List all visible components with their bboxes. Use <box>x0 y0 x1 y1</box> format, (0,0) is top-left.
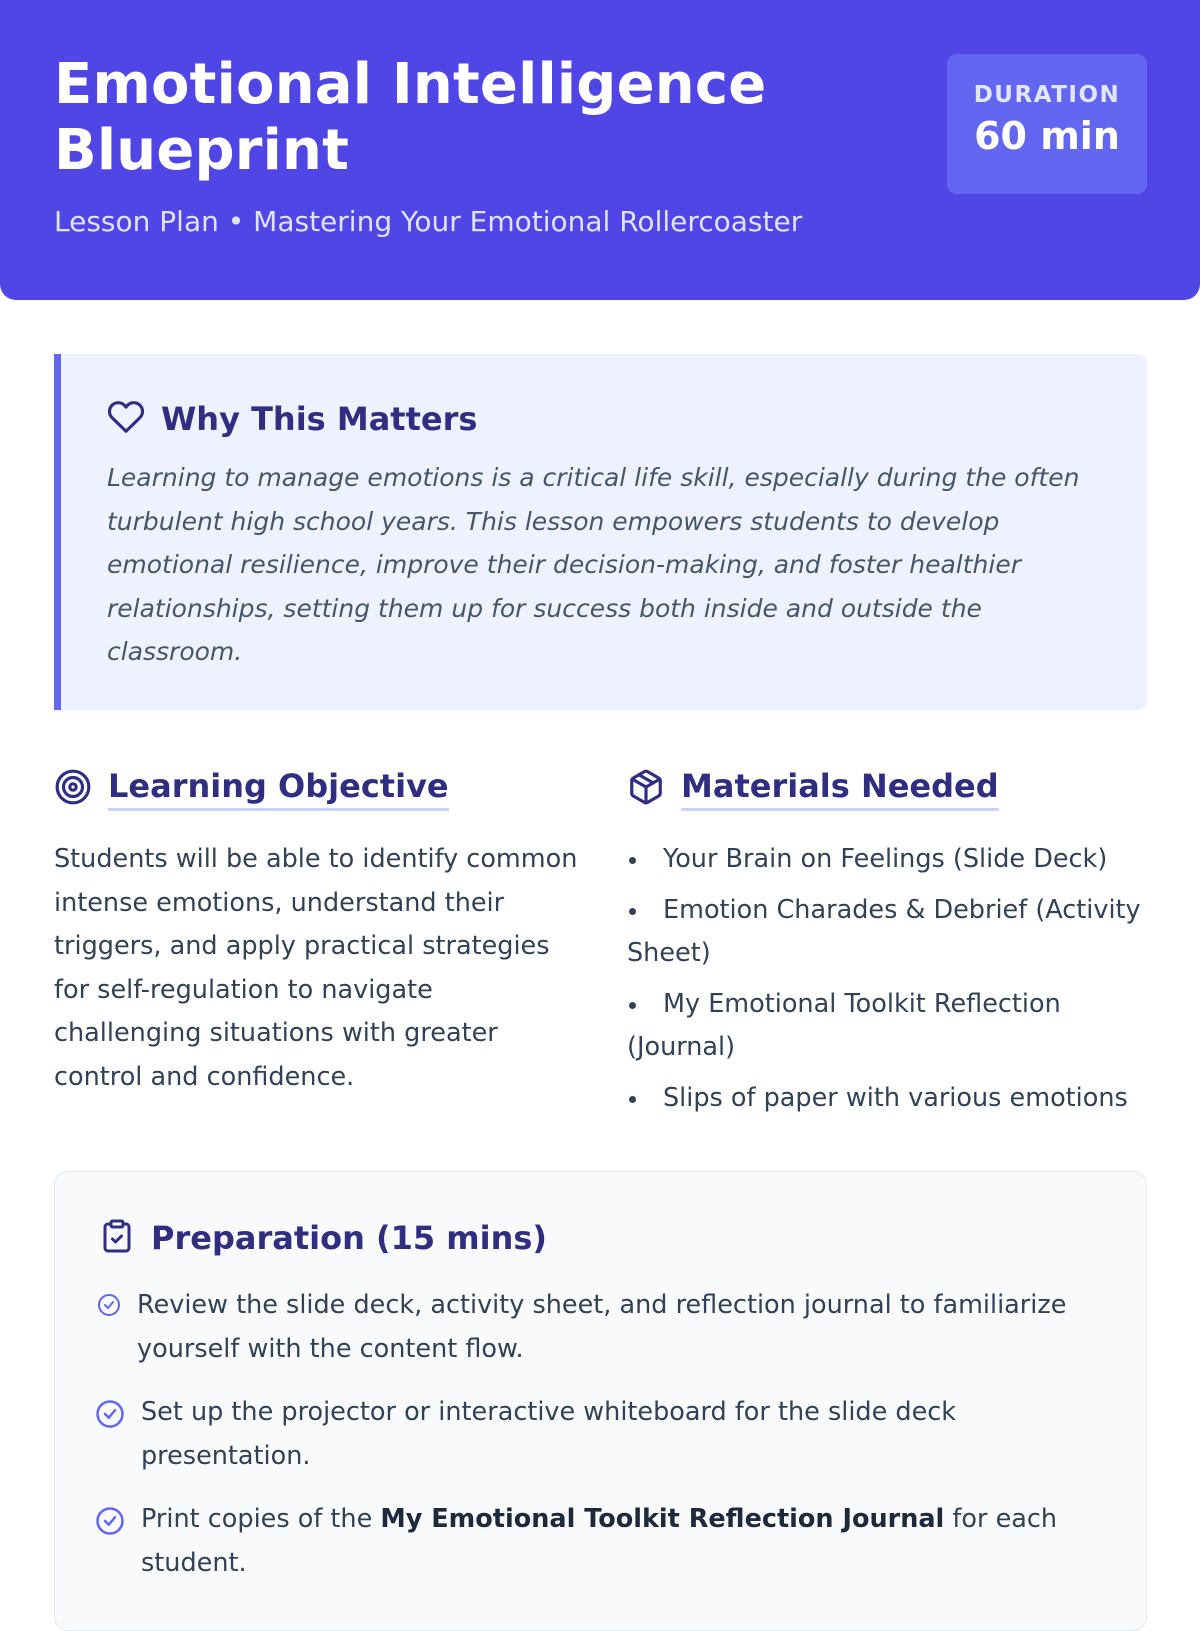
preparation-heading-text: Preparation (15 mins) <box>151 1219 548 1257</box>
check-circle-icon <box>95 1506 125 1540</box>
why-heading <box>107 398 477 440</box>
target-icon <box>54 768 92 810</box>
why-text: Learning to manage emotions is a critical life skill, especially during the often turbulent high school years. This lesson empowers students to develop emotional resilience, improve their decision-making, and foster healthier relationships, setting them up for success both inside and outside the classroom. <box>107 463 1080 666</box>
prep-item-bold: My Emotional Toolkit Reflection Journal <box>380 1504 945 1534</box>
prep-item-prefix: Print copies of the <box>141 1504 381 1534</box>
duration-value: 60 min <box>974 114 1120 158</box>
objective-text: Students will be able to identify common intense emotions, understand their triggers, and apply practical strategies for self-regulation to navigate challenging situations with greater control and confidence. <box>54 844 578 1092</box>
list-item: Emotion Charades & Debrief (Activity Sheet) <box>627 889 1147 976</box>
prep-item-text: Set up the projector or interactive whiteboard for the slide deck presentation. <box>141 1397 957 1471</box>
list-item: Your Brain on Feelings (Slide Deck) <box>627 838 1147 882</box>
duration-label: DURATION <box>973 82 1121 108</box>
list-item: Slips of paper with various emotions <box>627 1077 1147 1121</box>
objective-heading <box>54 766 449 811</box>
clipboard-check-icon <box>99 1217 135 1259</box>
check-circle-icon <box>97 1293 121 1321</box>
prep-item-text <box>141 1498 1105 1585</box>
preparation-section <box>54 1171 1147 1631</box>
check-circle-icon <box>95 1399 125 1433</box>
duration-badge <box>947 54 1147 194</box>
list-item <box>95 1498 1105 1585</box>
materials-list <box>627 838 1147 1127</box>
materials-heading-text: Materials Needed <box>681 766 999 811</box>
heart-icon <box>107 398 145 440</box>
list-item <box>95 1284 1105 1371</box>
preparation-heading <box>99 1217 547 1259</box>
list-item: My Emotional Toolkit Reflection (Journal) <box>627 983 1147 1070</box>
why-heading-text: Why This Matters <box>161 400 478 438</box>
preparation-list <box>95 1284 1105 1605</box>
box-icon <box>627 768 665 810</box>
list-item <box>95 1391 1105 1478</box>
prep-item-text: Review the slide deck, activity sheet, and reflection journal to familiarize yourself with the content flow. <box>137 1290 1067 1364</box>
page-subtitle: Lesson Plan • Mastering Your Emotional Rollercoaster <box>54 205 803 238</box>
why-this-matters-section <box>54 354 1147 710</box>
page-title: Emotional Intelligence Blueprint <box>54 52 767 183</box>
objective-heading-text: Learning Objective <box>108 766 449 811</box>
materials-heading <box>627 766 999 811</box>
prep-item-suffix: for each student. <box>141 1504 1058 1578</box>
lesson-header <box>0 0 1200 300</box>
